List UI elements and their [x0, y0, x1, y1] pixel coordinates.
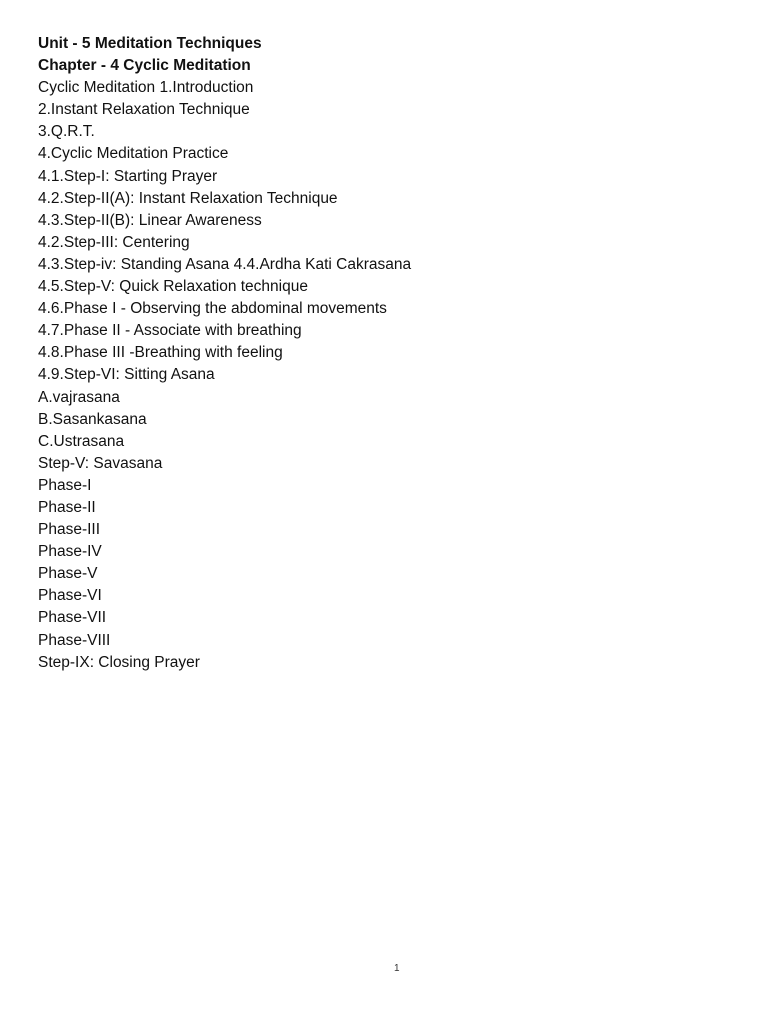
toc-line: Phase-IV [38, 543, 102, 561]
toc-line: Phase-II [38, 498, 96, 516]
toc-line: 4.2.Step-II(A): Instant Relaxation Technique [38, 189, 338, 207]
toc-line: 4.6.Phase I - Observing the abdominal movements [38, 300, 387, 318]
toc-line: 4.1.Step-I: Starting Prayer [38, 167, 218, 185]
toc-line: 4.9.Step-VI: Sitting Asana [38, 366, 215, 384]
document-body [38, 33, 738, 674]
toc-line: Step-V: Savasana [38, 454, 163, 472]
toc-line: 2.Instant Relaxation Technique [38, 101, 250, 119]
toc-line: B.Sasankasana [38, 410, 147, 428]
toc-line: 4.8.Phase III -Breathing with feeling [38, 344, 283, 362]
toc-line: Phase-VIII [38, 631, 111, 649]
page-number: 1 [394, 963, 400, 974]
toc-line: 4.7.Phase II - Associate with breathing [38, 322, 302, 340]
toc-line: C.Ustrasana [38, 432, 125, 450]
toc-line: A.vajrasana [38, 388, 120, 406]
toc-line: Phase-V [38, 565, 98, 583]
toc-line: Phase-III [38, 521, 101, 539]
toc-line: Cyclic Meditation 1.Introduction [38, 79, 254, 97]
toc-line: 4.Cyclic Meditation Practice [38, 145, 229, 163]
toc-line: Step-IX: Closing Prayer [38, 653, 200, 671]
toc-line: 3.Q.R.T. [38, 123, 95, 141]
toc-line: 4.2.Step-III: Centering [38, 233, 190, 251]
toc-line: Phase-VI [38, 587, 102, 605]
toc-line: Phase-I [38, 476, 92, 494]
toc-line: 4.3.Step-iv: Standing Asana 4.4.Ardha Kati Cakrasana [38, 255, 412, 273]
toc-line: Phase-VII [38, 609, 107, 627]
unit-title: Unit - 5 Meditation Techniques [38, 35, 262, 52]
toc-line: 4.3.Step-II(B): Linear Awareness [38, 211, 262, 229]
chapter-title: Chapter - 4 Cyclic Meditation [38, 57, 251, 75]
toc-line: 4.5.Step-V: Quick Relaxation technique [38, 278, 308, 296]
